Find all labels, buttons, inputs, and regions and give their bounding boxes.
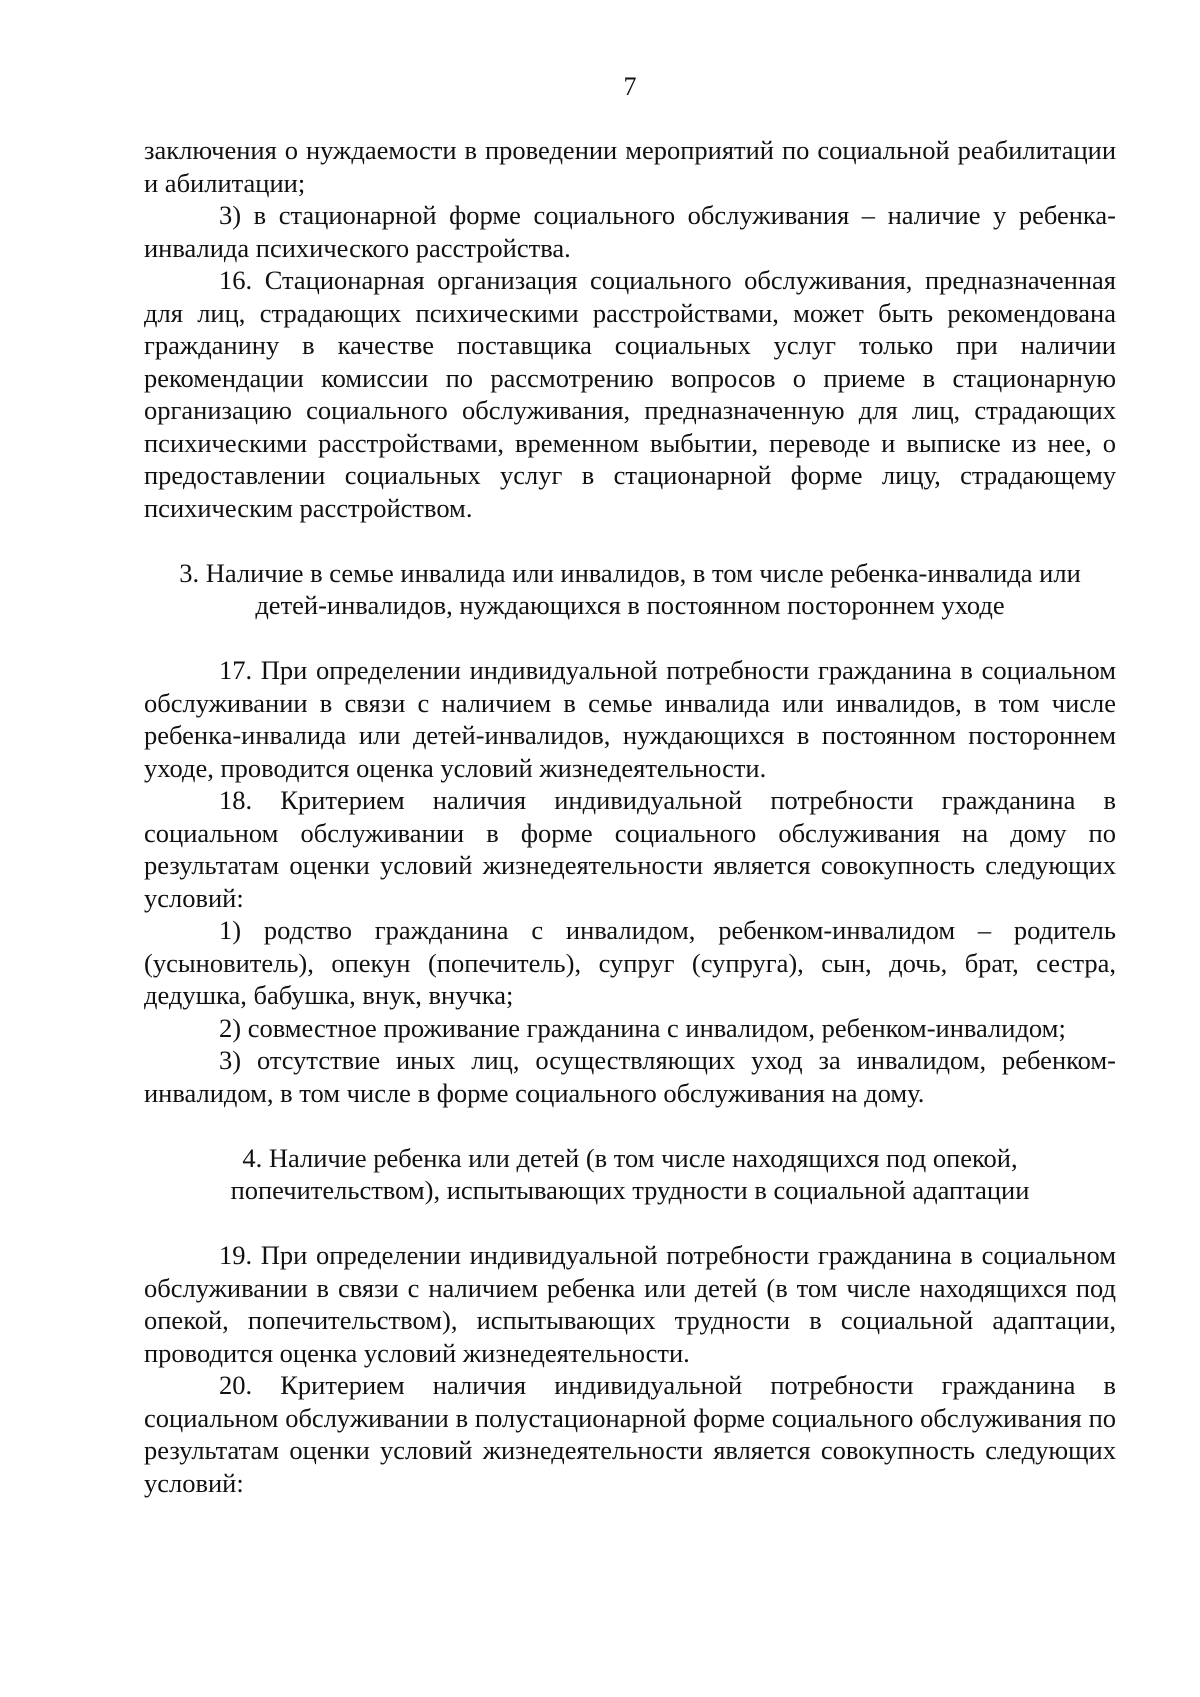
- paragraph-continuation: заключения о нуждаемости в проведении мероприятий по социальной реабилитации и абилитации;: [144, 135, 1116, 198]
- paragraph-18: 18. Критерием наличия индивидуальной потребности гражданина в социальном обслуживании в форме социального обслуживания на дому по результатам оценки условий жизнедеятельности является совокупность следующих условий:: [144, 785, 1116, 913]
- list-item-1: 1) родство гражданина с инвалидом, ребенком-инвалидом – родитель (усыновитель), опекун (попечитель), супруг (супруга), сын, дочь, брат, сестра, дедушка, бабушка, внук, внучка;: [144, 915, 1116, 1010]
- section-3-heading: [144, 557, 1116, 622]
- section-3-heading-line-1: 3. Наличие в семье инвалида или инвалидов, в том числе ребенка-инвалида или: [179, 557, 1081, 588]
- section-4-heading-line-1: 4. Наличие ребенка или детей (в том числе находящихся под опекой,: [242, 1142, 1018, 1173]
- paragraph-20: 20. Критерием наличия индивидуальной потребности гражданина в социальном обслуживании в полустационарной форме социального обслуживания по результатам оценки условий жизнедеятельности является совокупность следующих условий:: [144, 1370, 1116, 1498]
- paragraph-19: 19. При определении индивидуальной потребности гражданина в социальном обслуживании в связи с наличием ребенка или детей (в том числе находящихся под опекой, попечительством), испытывающих трудности в социальной адаптации, проводится оценка условий жизнедеятельности.: [144, 1240, 1116, 1368]
- list-item-2: 2) совместное проживание гражданина с инвалидом, ребенком-инвалидом;: [219, 1012, 1066, 1043]
- list-item-3: 3) отсутствие иных лиц, осуществляющих уход за инвалидом, ребенком-инвалидом, в том числе в форме социального обслуживания на дому.: [144, 1045, 1116, 1108]
- document-body: [144, 134, 1116, 1499]
- page-number: 7: [623, 72, 637, 101]
- paragraph-16: 16. Стационарная организация социального обслуживания, предназначенная для лиц, страдающих психическими расстройствами, может быть рекомендована гражданину в качестве поставщика социальных услуг только при наличии рекомендации комиссии по рассмотрению вопросов о приеме в стационарную организацию социального обслуживания, предназначенную для лиц, страдающих психическими расстройствами, временном выбытии, переводе и выписке из нее, о предоставлении социальных услуг в стационарной форме лицу, страдающему психическим расстройством.: [144, 265, 1116, 523]
- section-4-heading-line-2: попечительством), испытывающих трудности в социальной адаптации: [230, 1175, 1030, 1205]
- paragraph-17: 17. При определении индивидуальной потребности гражданина в социальном обслуживании в связи с наличием в семье инвалида или инвалидов, в том числе ребенка-инвалида или детей-инвалидов, нуждающихся в постоянном постороннем уходе, проводится оценка условий жизнедеятельности.: [144, 655, 1116, 783]
- section-4-heading: [144, 1142, 1116, 1207]
- paragraph-item-3: 3) в стационарной форме социального обслуживания – наличие у ребенка-инвалида психического расстройства.: [144, 200, 1116, 263]
- section-3-heading-line-2: детей-инвалидов, нуждающихся в постоянном постороннем уходе: [255, 590, 1005, 620]
